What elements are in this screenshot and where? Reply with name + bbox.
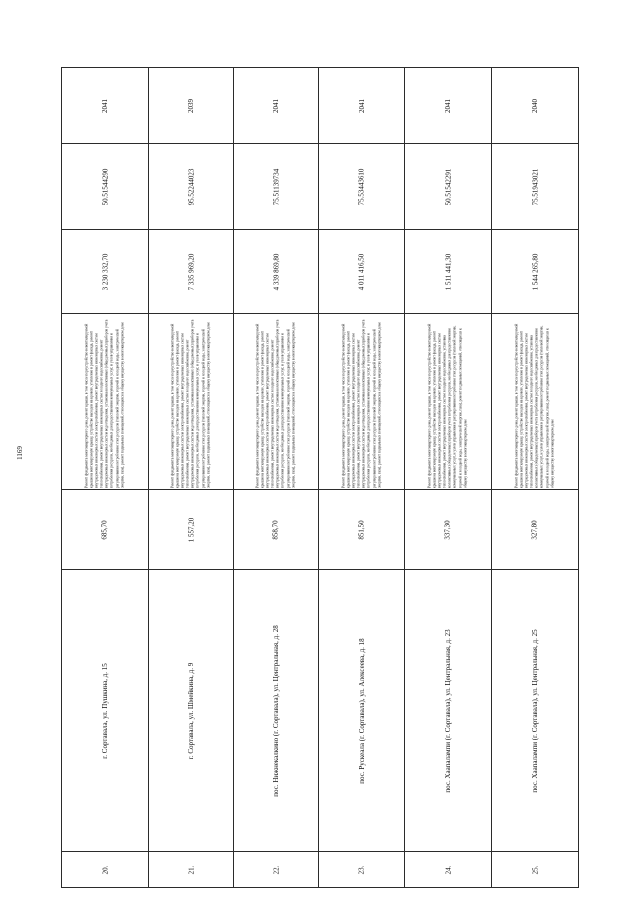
- address-cell-20: [62, 570, 149, 852]
- num-20: 20.: [101, 865, 109, 874]
- year-cell-22: [234, 68, 319, 144]
- row-cost: [62, 230, 579, 314]
- num-25: 25.: [531, 865, 539, 874]
- year-cell-25: [492, 68, 579, 144]
- works-20: Ремонт фундамента многоквартирного дома, ремонт крыши, в том числе переустройство невентилируемой крыши на вентилируемую крышу, устройство выходов на кровлю, утепление и ремонт фасада, ремонт внутридомовых инженерных систем электроснабжения, ремонт внутридомовых инженерных систем теплоснабжения, ремонт внутридомовых инженерных систем холодного водоснабжения, ремонт внутридомовых инженерных систем водоотведения, установка коллективных (общедомовых) приборов учета потребления ресурсов, необходимых для предоставления коммунальных услуг, и узлов управления и регулирования потребления этих ресурсов (тепловой энергии, горячей и холодной воды, электрической энергии, газа), ремонт подвальных помещений, относящихся к общему имуществу в многоквартирном доме: [84, 319, 125, 488]
- area-cell-22: [234, 490, 319, 570]
- works-23: Ремонт фундамента многоквартирного дома, ремонт крыши, в том числе переустройство невентилируемой крыши на вентилируемую крышу, устройство выходов на кровлю, утепление и ремонт фасада, ремонт внутридомовых инженерных систем электроснабжения, ремонт внутридомовых инженерных систем теплоснабжения, ремонт внутридомовых инженерных систем холодного водоснабжения, ремонт внутридомовых инженерных систем водоотведения, установка коллективных (общедомовых) приборов учета потребления ресурсов, необходимых для предоставления коммунальных услуг, и узлов управления и регулирования потребления этих ресурсов (тепловой энергии, горячей и холодной воды, электрической энергии, газа), ремонт подвальных помещений, относящихся к общему имуществу в многоквартирном доме: [341, 319, 381, 488]
- num-cell-21: [149, 852, 234, 888]
- row-area: [62, 490, 579, 570]
- code-21: 95.52244023: [187, 168, 195, 205]
- num-cell-23: [319, 852, 405, 888]
- repair-table: [61, 67, 579, 888]
- address-cell-24: [405, 570, 492, 852]
- area-24: 337,30: [444, 519, 452, 540]
- num-23: 23.: [357, 865, 366, 874]
- code-22: 75.51139734: [272, 168, 280, 205]
- works-25: Ремонт фундамента многоквартирного дома, ремонт крыши, в том числе переустройство невентилируемой крыши на вентилируемую крышу, устройство выходов на кровлю, утепление и ремонт фасада, ремонт внутридомовых инженерных систем электроснабжения, ремонт внутридомовых инженерных систем теплоснабжения, ремонт внутридомовых инженерных систем холодного водоснабжения, установка коллективных (общедомовых) приборов учета потребления ресурсов, необходимых для предоставления коммунальных услуг, и узлов управления и регулирования потребления этих ресурсов (тепловой энергии, горячей и холодной воды, электрической энергии, газа), ремонт подвальных помещений, относящихся к общему имуществу в многоквартирном доме: [514, 323, 555, 488]
- area-cell-21: [149, 490, 234, 570]
- code-cell-22: [234, 144, 319, 230]
- cost-21: 7 335 969,20: [187, 253, 195, 290]
- year-25: 2040: [531, 98, 539, 113]
- address-23: пос. Рускеала (г. Сортавала), ул. Алексеева, д. 18: [357, 637, 366, 784]
- address-cell-22: [234, 570, 319, 852]
- address-24: пос. Хаапалампи (г. Сортавала), ул. Центральная, д. 23: [444, 628, 452, 793]
- num-cell-22: [234, 852, 319, 888]
- works-21: Ремонт фундамента многоквартирного дома, ремонт крыши, в том числе переустройство невентилируемой крыши на вентилируемую крышу, устройство выходов на кровлю, утепление и ремонт фасада, ремонт внутридомовых инженерных систем электроснабжения, ремонт внутридомовых инженерных систем теплоснабжения, ремонт внутридомовых инженерных систем холодного водоснабжения, ремонт внутридомовых инженерных систем водоотведения, установка коллективных (общедомовых) приборов учета потребления ресурсов, необходимых для предоставления коммунальных услуг, и узлов управления и регулирования потребления этих ресурсов (тепловой энергии, горячей и холодной воды, электрической энергии, газа), ремонт подвальных помещений, относящихся к общему имуществу в многоквартирном доме: [170, 319, 211, 488]
- area-cell-25: [492, 490, 579, 570]
- cost-20: 3 230 332,70: [101, 253, 109, 290]
- num-24: 24.: [444, 865, 452, 874]
- row-works: [62, 314, 579, 490]
- works-24: Ремонт фундамента многоквартирного дома, ремонт крыши, в том числе переустройство невентилируемой крыши на вентилируемую крышу, устройство выходов на кровлю, утепление и ремонт фасада, ремонт внутридомовых инженерных систем электроснабжения, ремонт внутридомовых инженерных систем теплоснабжения, ремонт внутридомовых инженерных систем холодного водоснабжения, установка коллективных (общедомовых) приборов учета потребления ресурсов, необходимых для предоставления коммунальных услуг, и узлов управления и регулирования потребления этих ресурсов (тепловой энергии, горячей и холодной воды, электрической энергии, газа), ремонт подвальных помещений, относящихся к общему имуществу в многоквартирном доме: [427, 323, 468, 488]
- works-cell-22: [234, 314, 319, 490]
- num-22: 22.: [272, 865, 280, 874]
- address-cell-23: [319, 570, 405, 852]
- cost-cell-24: [405, 230, 492, 314]
- works-cell-25: [492, 314, 579, 490]
- year-24: 2041: [444, 98, 452, 113]
- address-cell-25: [492, 570, 579, 852]
- works-cell-20: [62, 314, 149, 490]
- cost-cell-25: [492, 230, 579, 314]
- year-23: 2041: [357, 98, 366, 113]
- cost-cell-22: [234, 230, 319, 314]
- cost-23: 4 011 416,50: [357, 253, 366, 290]
- area-cell-23: [319, 490, 405, 570]
- year-cell-20: [62, 68, 149, 144]
- page-number-text: 1169: [16, 446, 24, 460]
- address-25: пос. Хаапалампи (г. Сортавала), ул. Центральная, д. 25: [531, 628, 539, 793]
- num-21: 21.: [187, 865, 195, 874]
- code-cell-24: [405, 144, 492, 230]
- address-cell-21: [149, 570, 234, 852]
- year-22: 2041: [272, 98, 280, 113]
- row-year: [62, 68, 579, 144]
- cost-24: 1 511 441,30: [444, 253, 452, 290]
- row-number: [62, 852, 579, 888]
- area-21: 1 557,20: [187, 517, 195, 542]
- num-cell-24: [405, 852, 492, 888]
- cost-25: 1 544 265,80: [531, 253, 539, 290]
- row-address: [62, 570, 579, 852]
- code-cell-23: [319, 144, 405, 230]
- area-25: 327,80: [531, 519, 539, 540]
- cost-cell-21: [149, 230, 234, 314]
- year-cell-24: [405, 68, 492, 144]
- page-number: [14, 443, 26, 463]
- area-20: 685,70: [101, 519, 109, 540]
- code-cell-20: [62, 144, 149, 230]
- year-21: 2039: [187, 98, 195, 113]
- num-cell-20: [62, 852, 149, 888]
- code-20: 50.51544290: [101, 168, 109, 205]
- year-20: 2041: [101, 98, 109, 113]
- year-cell-21: [149, 68, 234, 144]
- cost-22: 4 339 869,80: [272, 253, 280, 290]
- works-cell-24: [405, 314, 492, 490]
- works-cell-23: [319, 314, 405, 490]
- works-cell-21: [149, 314, 234, 490]
- area-22: 858,70: [272, 519, 280, 540]
- address-21: г. Сортавала, ул. Шмейкина, д. 9: [187, 662, 195, 759]
- code-23: 75.53443610: [357, 168, 366, 205]
- code-24: 50.51542291: [444, 168, 452, 205]
- works-22: Ремонт фундамента многоквартирного дома, ремонт крыши, в том числе переустройство невентилируемой крыши на вентилируемую крышу, устройство выходов на кровлю, утепление и ремонт фасада, ремонт внутридомовых инженерных систем электроснабжения, ремонт внутридомовых инженерных систем теплоснабжения, ремонт внутридомовых инженерных систем холодного водоснабжения, ремонт внутридомовых инженерных систем водоотведения, установка коллективных (общедомовых) приборов учета потребления ресурсов, необходимых для предоставления коммунальных услуг, и узлов управления и регулирования потребления этих ресурсов (тепловой энергии, горячей и холодной воды, электрической энергии, газа), ремонт подвальных помещений, относящихся к общему имуществу в многоквартирном доме: [255, 319, 296, 488]
- address-22: пос. Нижнекалкино (г. Сортавала), ул. Центральная, д. 28: [272, 624, 280, 797]
- code-cell-25: [492, 144, 579, 230]
- address-20: г. Сортавала, ул. Пушкина, д. 15: [101, 662, 109, 759]
- area-cell-24: [405, 490, 492, 570]
- area-23: 851,50: [357, 519, 366, 540]
- cost-cell-20: [62, 230, 149, 314]
- code-cell-21: [149, 144, 234, 230]
- cost-cell-23: [319, 230, 405, 314]
- num-cell-25: [492, 852, 579, 888]
- year-cell-23: [319, 68, 405, 144]
- area-cell-20: [62, 490, 149, 570]
- row-code: [62, 144, 579, 230]
- code-25: 75.51943021: [531, 168, 539, 205]
